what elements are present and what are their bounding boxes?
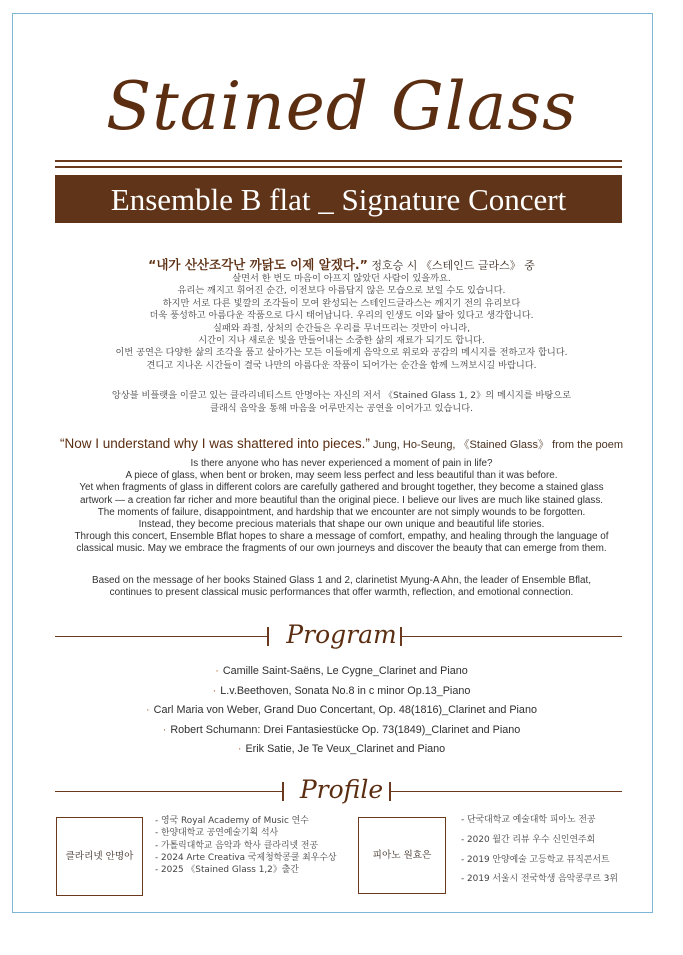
korean-line: 시간이 지나 새로운 빛을 만들어내는 소중한 삶의 재료가 되기도 합니다. [198, 335, 485, 347]
english-line: continues to present classical music performances that offer warmth, reflection, and emotional connection. [109, 587, 574, 599]
performer-name: 클라리넷 안명아 [65, 851, 134, 862]
title-rule-bottom [55, 166, 622, 168]
bio-item: - 영국 Royal Academy of Music 연수 [155, 816, 309, 826]
bio-item: - 2019 안양예술 고등학교 뮤직콘서트 [461, 854, 610, 865]
english-quote [0, 436, 683, 452]
korean-quote-text: “내가 산산조각난 까닭도 이제 알겠다.” [148, 257, 368, 272]
korean-paragraph [50, 273, 633, 372]
program-item-text: Erik Satie, Je Te Veux_Clarinet and Piano [245, 743, 446, 755]
english-paragraph [40, 458, 643, 556]
korean-line: 클래식 음악을 통해 마음을 어루만지는 공연을 이어가고 있습니다. [210, 403, 473, 414]
english-line: A piece of glass, when bent or broken, may seem less perfect and less beautiful than it was before. [125, 470, 558, 482]
bio-item: - 2024 Arte Creativa 국제청학콩쿨 최우수상 [155, 852, 337, 863]
concert-banner: Ensemble B flat _ Signature Concert [55, 175, 622, 223]
bio-item: - 2019 서울시 전국학생 음악콩쿠르 3위 [461, 874, 618, 885]
korean-line: 이번 공연은 다양한 삶의 조각을 품고 살아가는 모든 이들에게 음악으로 위로와 공감의 메시지를 전하고자 합니다. [115, 347, 568, 359]
program-item-text: Camille Saint-Saëns, Le Cygne_Clarinet and Piano [222, 665, 468, 677]
bullet-dot-icon: · [237, 743, 242, 755]
english-line: The moments of failure, disappointment, and hardship that we encounter are not simply wounds to be forgotten. [97, 506, 586, 518]
bullet-dot-icon: · [212, 684, 217, 697]
english-line: Instead, they become precious materials that shape our own unique and beautiful life stories. [138, 519, 545, 531]
bio-item: - 2025 《Stained Glass 1,2》출간 [155, 865, 299, 876]
bullet-dot-icon: · [215, 665, 219, 677]
bio-item: - 가톨릭대학교 음악과 학사 클라리넷 전공 [155, 840, 319, 851]
english-quote-source: Jung, Ho-Seung, 《Stained Glass》 from the poem [372, 439, 624, 451]
korean-line: 하지만 서로 다른 빛깔의 조각들이 모여 완성되는 스테인드글라스는 깨지기 전의 유리보다 [162, 297, 521, 309]
bullet-dot-icon: · [146, 704, 150, 716]
korean-line: 실패와 좌절, 상처의 순간들은 우리를 무너뜨리는 것만이 아니라, [212, 322, 471, 334]
program-item-text: Carl Maria von Weber, Grand Duo Concertant, Op. 48(1816)_Clarinet and Piano [153, 704, 537, 716]
korean-line: 더욱 풍성하고 아름다운 작품으로 다시 태어납니다. 우리의 인생도 이와 닮아 있다고 생각합니다. [149, 310, 534, 322]
english-line: classical music. May we embrace the fragments of our own journeys and discover the beauty that can emerge from them. [76, 543, 607, 555]
bio-item: - 2020 월간 리뷰 우수 신인연주회 [461, 834, 596, 845]
korean-quote-source: 정호승 시 《스테인드 글라스》 중 [371, 259, 535, 272]
title-rule-top [55, 160, 622, 162]
program-item-text: L.v.Beethoven, Sonata No.8 in c minor Op.13_Piano [220, 684, 471, 697]
program-item [0, 662, 683, 682]
program-heading: Program [286, 620, 397, 649]
page-title: Stained Glass [106, 68, 577, 145]
english-line: artwork — a creation far richer and more beautiful than the original piece. I believe our lives are much like stained glass. [79, 494, 604, 506]
korean-quote [0, 255, 683, 273]
program-item-text: Robert Schumann: Drei Fantasiestücke Op. 73(1849)_Clarinet and Piano [170, 723, 521, 736]
english-line: Based on the message of her books Stained Glass 1 and 2, clarinetist Myung-A Ahn, the leader of Ensemble Bflat, [92, 575, 591, 586]
program-item [0, 682, 683, 702]
clarinet-name-box [56, 817, 143, 896]
program-item [0, 721, 683, 741]
piano-name-box [358, 817, 446, 894]
korean-line: 견디고 지나온 시간들이 결국 나만의 아름다운 작품이 되어가는 순간을 함께 느껴보시길 바랍니다. [146, 359, 537, 371]
korean-paragraph-2 [50, 389, 633, 415]
piano-bio [461, 811, 646, 890]
english-line: Through this concert, Ensemble Bflat hopes to share a message of comfort, empathy, and healing through the language of [74, 531, 609, 543]
bullet-dot-icon: · [162, 723, 167, 736]
program-list [0, 662, 683, 760]
program-item [0, 740, 683, 760]
english-line: Is there anyone who has never experienced a moment of pain in life? [190, 458, 493, 469]
english-line: Yet when fragments of glass in different colors are carefully gathered and brought together, they become a stained glass [79, 482, 604, 494]
profile-heading: Profile [299, 775, 384, 804]
korean-line: 유리는 깨지고 휘어진 순간, 이전보다 아름답지 않은 모습으로 보일 수도 있습니다. [177, 285, 506, 297]
bio-item: - 단국대학교 예술대학 피아노 전공 [461, 815, 596, 825]
bio-item: - 한양대학교 공연예술기획 석사 [155, 828, 279, 839]
korean-line: 앙상블 비플랫을 이끌고 있는 클라리네티스트 안명아는 자신의 저서 《Stained Glass 1, 2》의 메시지를 바탕으로 [111, 390, 572, 401]
english-paragraph-2 [40, 575, 643, 600]
performer-name: 피아노 원효은 [372, 850, 432, 861]
korean-line: 살면서 한 번도 마음이 아프지 않았던 사람이 있을까요. [232, 273, 451, 284]
clarinet-bio [155, 815, 355, 876]
english-quote-text: “Now I understand why I was shattered into pieces.” [59, 436, 370, 451]
program-item [0, 701, 683, 721]
